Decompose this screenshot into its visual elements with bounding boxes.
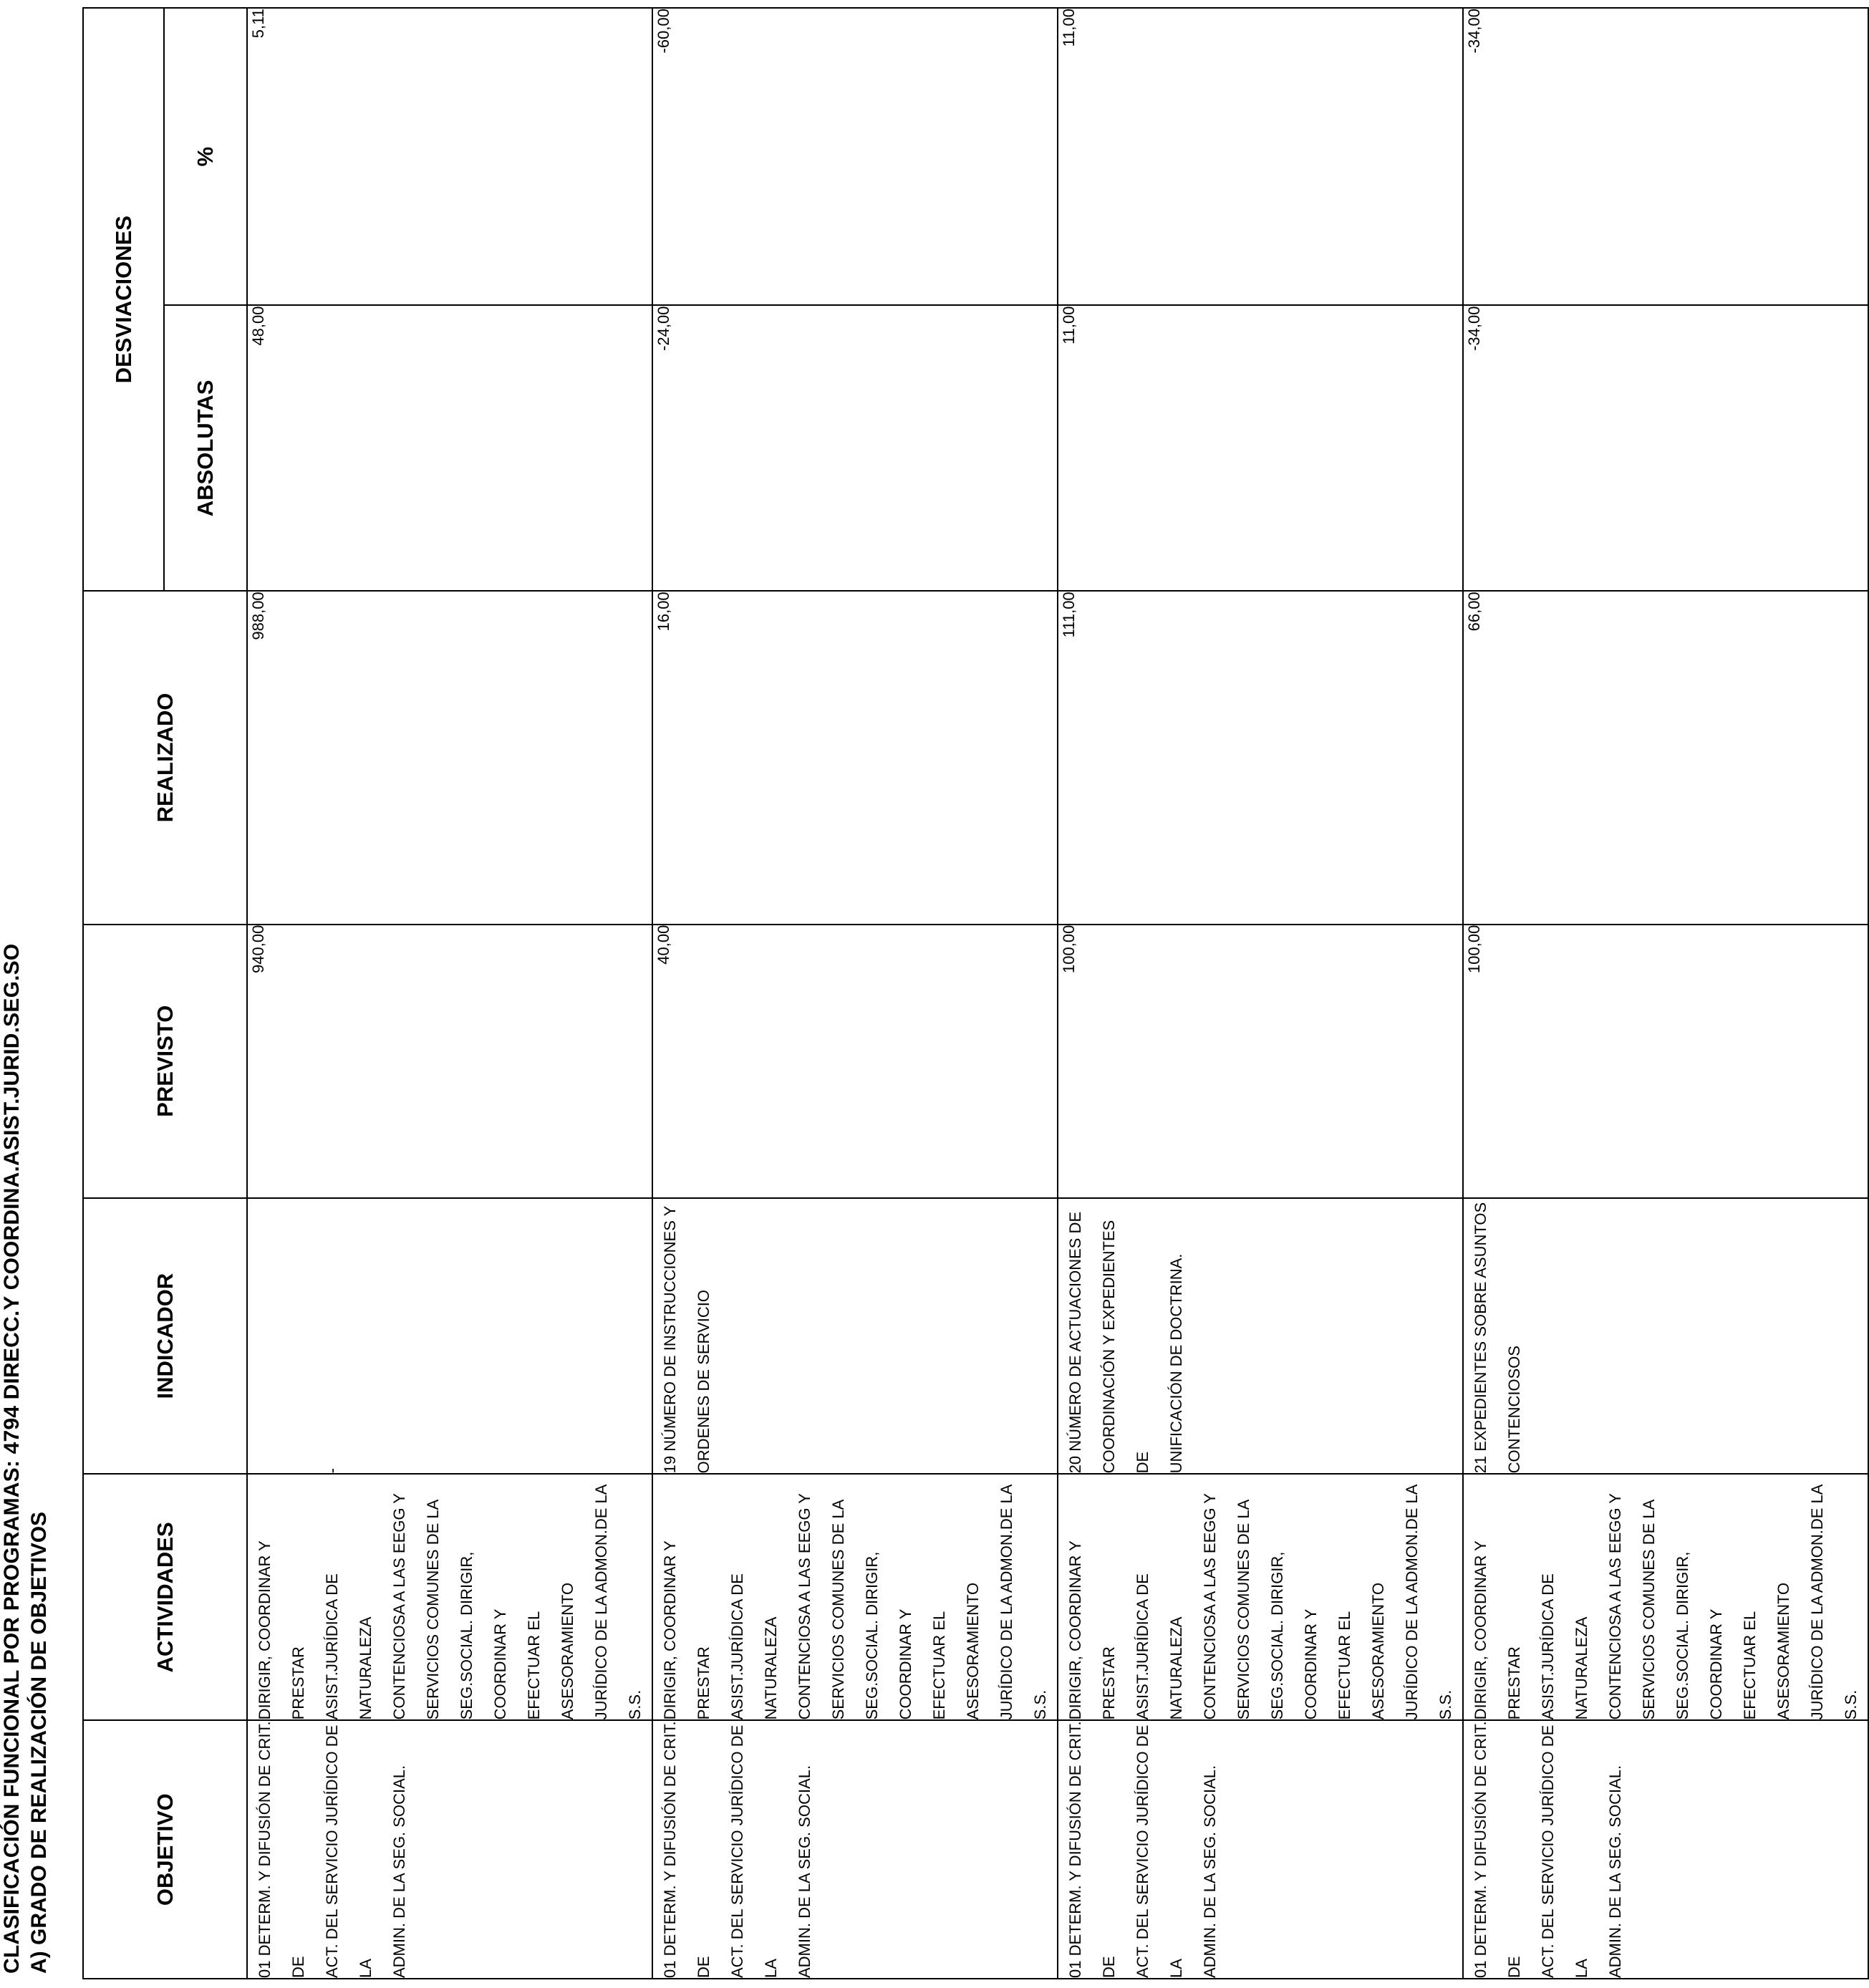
actividades-cell-line: SEG.SOCIAL. DIRIGIR, COORDINAR Y xyxy=(458,1551,509,1720)
indicador-cell-line: COORDINACIÓN Y EXPEDIENTES DE xyxy=(1100,1220,1151,1474)
actividades-cell-line: EFECTUAR EL ASESORAMIENTO xyxy=(930,1582,982,1720)
indicador-cell-line: UNIFICACIÓN DE DOCTRINA. xyxy=(1167,1253,1185,1474)
actividades-cell-line: JURÍDICO DE LA ADMON.DE LA S.S. xyxy=(1403,1485,1454,1720)
absolutas-value: 11,00 xyxy=(1058,306,1463,592)
previsto-value: 100,00 xyxy=(1058,925,1463,1198)
absolutas-value: 48,00 xyxy=(247,306,652,592)
table-row xyxy=(652,8,1058,1979)
porcentaje-value: -34,00 xyxy=(1463,8,1868,306)
section-subtitle: A) GRADO DE REALIZACIÓN DE OBJETIVOS xyxy=(27,1511,51,1974)
actividades-cell-line: EFECTUAR EL ASESORAMIENTO xyxy=(1336,1582,1387,1720)
objetivo-cell-line: ACT. DEL SERVICIO JURÍDICO DE LA xyxy=(728,1724,780,1978)
indicador-cell xyxy=(247,1198,652,1475)
objetivo-cell xyxy=(1058,1720,1463,1979)
realizado-value: 988,00 xyxy=(247,591,652,924)
objetivo-cell-line: ACT. DEL SERVICIO JURÍDICO DE LA xyxy=(323,1724,375,1978)
actividades-cell-line: ASIST.JURÍDICA DE NATURALEZA xyxy=(728,1573,780,1720)
objetivo-cell-line: ADMIN. DE LA SEG. SOCIAL. xyxy=(1201,1765,1219,1978)
table-row xyxy=(1463,8,1868,1979)
indicador-cell-line: ORDENES DE SERVICIO xyxy=(695,1290,713,1474)
actividades-cell-line: ASIST.JURÍDICA DE NATURALEZA xyxy=(1539,1573,1590,1720)
objetivo-cell xyxy=(1463,1720,1868,1979)
objetivo-cell-line: 01 DETERM. Y DIFUSIÓN DE CRIT. DE xyxy=(256,1721,307,1978)
actividades-cell-line: CONTENCIOSA A LAS EEGG Y xyxy=(796,1493,813,1720)
actividades-cell xyxy=(1058,1474,1463,1720)
previsto-value: 40,00 xyxy=(652,925,1058,1198)
actividades-cell-line: EFECTUAR EL ASESORAMIENTO xyxy=(525,1582,576,1720)
objetivo-cell-line: ACT. DEL SERVICIO JURÍDICO DE LA xyxy=(1134,1724,1185,1978)
objetivo-cell-line: ADMIN. DE LA SEG. SOCIAL. xyxy=(796,1765,813,1978)
actividades-cell-line: ASIST.JURÍDICA DE NATURALEZA xyxy=(1134,1573,1185,1720)
column-header-desviaciones: DESVIACIONES xyxy=(83,8,164,591)
actividades-cell-line: CONTENCIOSA A LAS EEGG Y xyxy=(1201,1493,1219,1720)
table-row xyxy=(247,8,652,1979)
actividades-cell-line: SERVICIOS COMUNES DE LA xyxy=(424,1499,442,1720)
indicador-cell xyxy=(1463,1198,1868,1475)
objetivo-cell xyxy=(652,1720,1058,1979)
absolutas-value: -24,00 xyxy=(652,306,1058,592)
porcentaje-value: 5,11 xyxy=(247,8,652,306)
realizado-value: 66,00 xyxy=(1463,591,1868,924)
indicador-cell-line: 21 EXPEDIENTES SOBRE ASUNTOS xyxy=(1472,1202,1489,1474)
actividades-cell xyxy=(652,1474,1058,1720)
porcentaje-value: 11,00 xyxy=(1058,8,1463,306)
page-title: CLASIFICACIÓN FUNCIONAL POR PROGRAMAS: 4794 DIRECC.Y COORDINA.ASIST.JURID.SEG.SO xyxy=(0,943,24,1974)
column-header-indicador: INDICADOR xyxy=(83,1198,247,1475)
indicador-cell xyxy=(652,1198,1058,1475)
actividades-cell-line: JURÍDICO DE LA ADMON.DE LA S.S. xyxy=(592,1485,644,1720)
actividades-cell-line: DIRIGIR, COORDINAR Y PRESTAR xyxy=(661,1540,713,1720)
column-header-realizado: REALIZADO xyxy=(83,591,247,924)
table-row xyxy=(1058,8,1463,1979)
indicador-cell-line xyxy=(281,1199,315,1474)
porcentaje-value: -60,00 xyxy=(652,8,1058,306)
actividades-cell-line: JURÍDICO DE LA ADMON.DE LA S.S. xyxy=(998,1485,1049,1720)
column-header-porcentaje: % xyxy=(164,8,247,306)
actividades-cell-line: DIRIGIR, COORDINAR Y PRESTAR xyxy=(1066,1540,1118,1720)
objetivo-cell-line: 01 DETERM. Y DIFUSIÓN DE CRIT. DE xyxy=(1472,1721,1523,1978)
objectives-table xyxy=(82,7,1869,1979)
indicador-cell-line: 19 NÚMERO DE INSTRUCCIONES Y xyxy=(661,1205,679,1474)
objetivo-cell-line: 01 DETERM. Y DIFUSIÓN DE CRIT. DE xyxy=(661,1721,713,1978)
realizado-value: 111,00 xyxy=(1058,591,1463,924)
actividades-cell-line: SEG.SOCIAL. DIRIGIR, COORDINAR Y xyxy=(1268,1551,1320,1720)
indicador-cell-line: CONTENCIOSOS xyxy=(1505,1345,1523,1474)
previsto-value: 100,00 xyxy=(1463,925,1868,1198)
column-header-absolutas: ABSOLUTAS xyxy=(164,306,247,592)
objetivo-cell xyxy=(247,1720,652,1979)
indicador-cell-line: - xyxy=(323,1468,341,1474)
column-header-actividades: ACTIVIDADES xyxy=(83,1474,247,1720)
actividades-cell-line: SERVICIOS COMUNES DE LA xyxy=(1235,1499,1252,1720)
indicador-cell-line xyxy=(248,1199,281,1474)
previsto-value: 940,00 xyxy=(247,925,652,1198)
actividades-cell-line: JURÍDICO DE LA ADMON.DE LA S.S. xyxy=(1808,1485,1860,1720)
actividades-cell xyxy=(1463,1474,1868,1720)
indicador-cell xyxy=(1058,1198,1463,1475)
actividades-cell-line: CONTENCIOSA A LAS EEGG Y xyxy=(1606,1493,1624,1720)
actividades-cell xyxy=(247,1474,652,1720)
objetivo-cell-line: ADMIN. DE LA SEG. SOCIAL. xyxy=(1606,1765,1624,1978)
objetivo-cell-line: ADMIN. DE LA SEG. SOCIAL. xyxy=(390,1765,408,1978)
actividades-cell-line: SEG.SOCIAL. DIRIGIR, COORDINAR Y xyxy=(863,1551,914,1720)
objetivo-cell-line: ACT. DEL SERVICIO JURÍDICO DE LA xyxy=(1539,1724,1590,1978)
actividades-cell-line: SEG.SOCIAL. DIRIGIR, COORDINAR Y xyxy=(1674,1551,1725,1720)
actividades-cell-line: DIRIGIR, COORDINAR Y PRESTAR xyxy=(256,1540,307,1720)
column-header-objetivo: OBJETIVO xyxy=(83,1720,247,1979)
actividades-cell-line: EFECTUAR EL ASESORAMIENTO xyxy=(1741,1582,1792,1720)
actividades-cell-line: CONTENCIOSA A LAS EEGG Y xyxy=(390,1493,408,1720)
column-header-previsto: PREVISTO xyxy=(83,925,247,1198)
actividades-cell-line: ASIST.JURÍDICA DE NATURALEZA xyxy=(323,1573,375,1720)
objetivo-cell-line: 01 DETERM. Y DIFUSIÓN DE CRIT. DE xyxy=(1066,1721,1118,1978)
indicador-cell-line: 20 NÚMERO DE ACTUACIONES DE xyxy=(1066,1211,1084,1474)
actividades-cell-line: DIRIGIR, COORDINAR Y PRESTAR xyxy=(1472,1540,1523,1720)
actividades-cell-line: SERVICIOS COMUNES DE LA xyxy=(1640,1499,1658,1720)
actividades-cell-line: SERVICIOS COMUNES DE LA xyxy=(829,1499,847,1720)
absolutas-value: -34,00 xyxy=(1463,306,1868,592)
realizado-value: 16,00 xyxy=(652,591,1058,924)
